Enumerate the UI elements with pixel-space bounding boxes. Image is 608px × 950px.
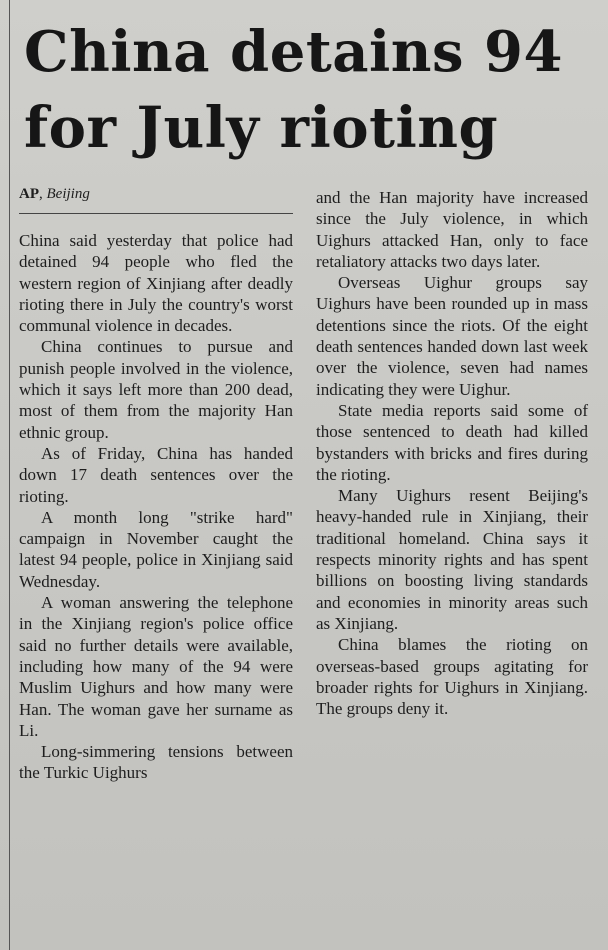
paragraph: China continues to pursue and punish people involved in the violence, which it says left more than 200 dead, most of them from the majority Han ethnic group. [19, 337, 293, 442]
byline-divider [19, 213, 293, 214]
article-column-left [19, 230, 293, 784]
paragraph: China blames the rioting on overseas-based groups agitating for broader rights for Uighurs in Xinjiang. The groups deny it. [316, 635, 588, 719]
paragraph: Overseas Uighur groups say Uighurs have been rounded up in mass detentions since the riots. Of the eight death sentences handed down last week over the violence, seven had names indicating they were Uighur. [316, 273, 588, 399]
paragraph: and the Han majority have increased since the July violence, in which Uighurs attacked Han, only to face retaliatory attacks two days later. [316, 188, 588, 271]
paragraph: A woman answering the telephone in the Xinjiang region's police office said no further details were available, including how many of the 94 were Muslim Uighurs and how many were Han. The woman gave her surname as Li. [19, 593, 293, 740]
headline-line-1: China detains 94 [24, 19, 563, 85]
paragraph: China said yesterday that police had detained 94 people who fled the western region of Xinjiang after deadly rioting there in July the country's worst communal violence in decades. [19, 231, 293, 336]
article-column-right [316, 187, 588, 719]
byline-city: Beijing [46, 186, 90, 202]
paragraph: A month long "strike hard" campaign in November caught the latest 94 people, police in Xinjiang said Wednesday. [19, 507, 293, 591]
paragraph: State media reports said some of those sentenced to death had killed bystanders with bricks and fires during the rioting. [316, 400, 588, 484]
byline-separator: , [39, 186, 47, 202]
headline-line-2: for July rioting [24, 95, 499, 161]
byline-agency: AP [19, 186, 39, 202]
paragraph: Long-simmering tensions between the Turkic Uighurs [19, 742, 293, 783]
paragraph: As of Friday, China has handed down 17 death sentences over the rioting. [19, 443, 293, 506]
headline [24, 14, 599, 166]
paragraph: Many Uighurs resent Beijing's heavy-handed rule in Xinjiang, their traditional homeland. China says it respects minority rights and has spent billions on boosting living standards and economies in minority areas such as Xinjiang. [316, 486, 588, 633]
byline [19, 186, 293, 203]
column-rule [9, 0, 10, 950]
